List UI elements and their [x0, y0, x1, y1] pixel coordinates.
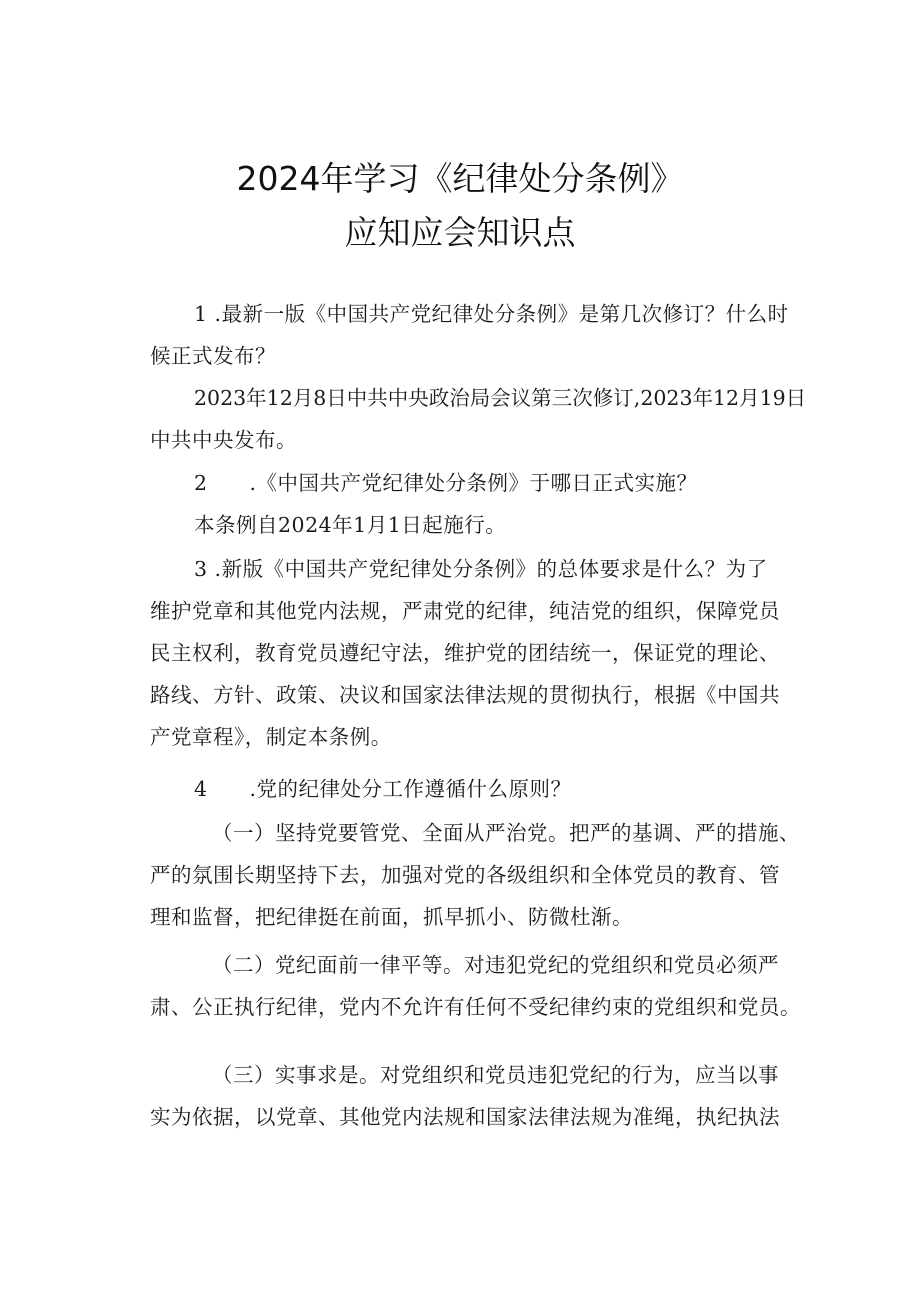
question-3-line-4: 路线、方针、政策、决议和国家法律法规的贯彻执行，根据《中国共	[150, 683, 780, 707]
principle-1-line-1: （一）坚持党要管党、全面从严治党。把严的基调、严的措施、	[212, 821, 800, 845]
question-2	[150, 462, 810, 504]
answer-2-line-1: 本条例自2024年1月1日起施行。	[194, 513, 507, 537]
principle-1	[150, 812, 810, 938]
answer-1-line-2: 中共中央发布。	[150, 428, 297, 452]
question-3	[150, 548, 810, 758]
principle-1-line-2: 严的氛围长期坚持下去，加强对党的各级组织和全体党员的教育、管	[150, 863, 780, 887]
answer-2	[150, 504, 810, 546]
answer-1-line-1: 2023年12月8日中共中央政治局会议第三次修订,2023年12月19日	[194, 386, 807, 410]
title-line-2: 应知应会知识点	[344, 213, 576, 252]
document-title	[0, 152, 920, 260]
principle-3-line-1: （三）实事求是。对党组织和党员违犯党纪的行为，应当以事	[212, 1063, 779, 1087]
principle-2	[150, 944, 810, 1028]
question-3-line-2: 维护党章和其他党内法规，严肃党的纪律，纯洁党的组织，保障党员	[150, 599, 780, 623]
question-1	[150, 293, 810, 377]
question-2-line-1: 2 .《中国共产党纪律处分条例》于哪日正式实施？	[194, 471, 698, 495]
question-3-line-3: 民主权利，教育党员遵纪守法，维护党的团结统一，保证党的理论、	[150, 641, 780, 665]
principle-1-line-3: 理和监督，把纪律挺在前面，抓早抓小、防微杜渐。	[150, 905, 633, 929]
question-1-line-1: 1 .最新一版《中国共产党纪律处分条例》是第几次修订？什么时	[194, 302, 789, 326]
question-3-line-1: 3 .新版《中国共产党纪律处分条例》的总体要求是什么？为了	[194, 557, 768, 581]
principle-3	[150, 1054, 810, 1138]
principle-2-line-1: （二）党纪面前一律平等。对违犯党纪的党组织和党员必须严	[212, 953, 779, 977]
principle-3-line-2: 实为依据，以党章、其他党内法规和国家法律法规为准绳，执纪执法	[150, 1105, 780, 1129]
principle-2-line-2: 肃、公正执行纪律，党内不允许有任何不受纪律约束的党组织和党员。	[150, 995, 801, 1019]
answer-1	[150, 377, 810, 461]
question-4-line-1: 4 .党的纪律处分工作遵循什么原则？	[194, 777, 572, 801]
question-3-line-5: 产党章程》，制定本条例。	[150, 725, 392, 749]
title-line-1: 2024年学习《纪律处分条例》	[236, 159, 684, 198]
question-4	[150, 768, 810, 810]
question-1-line-2: 候正式发布？	[150, 344, 276, 368]
